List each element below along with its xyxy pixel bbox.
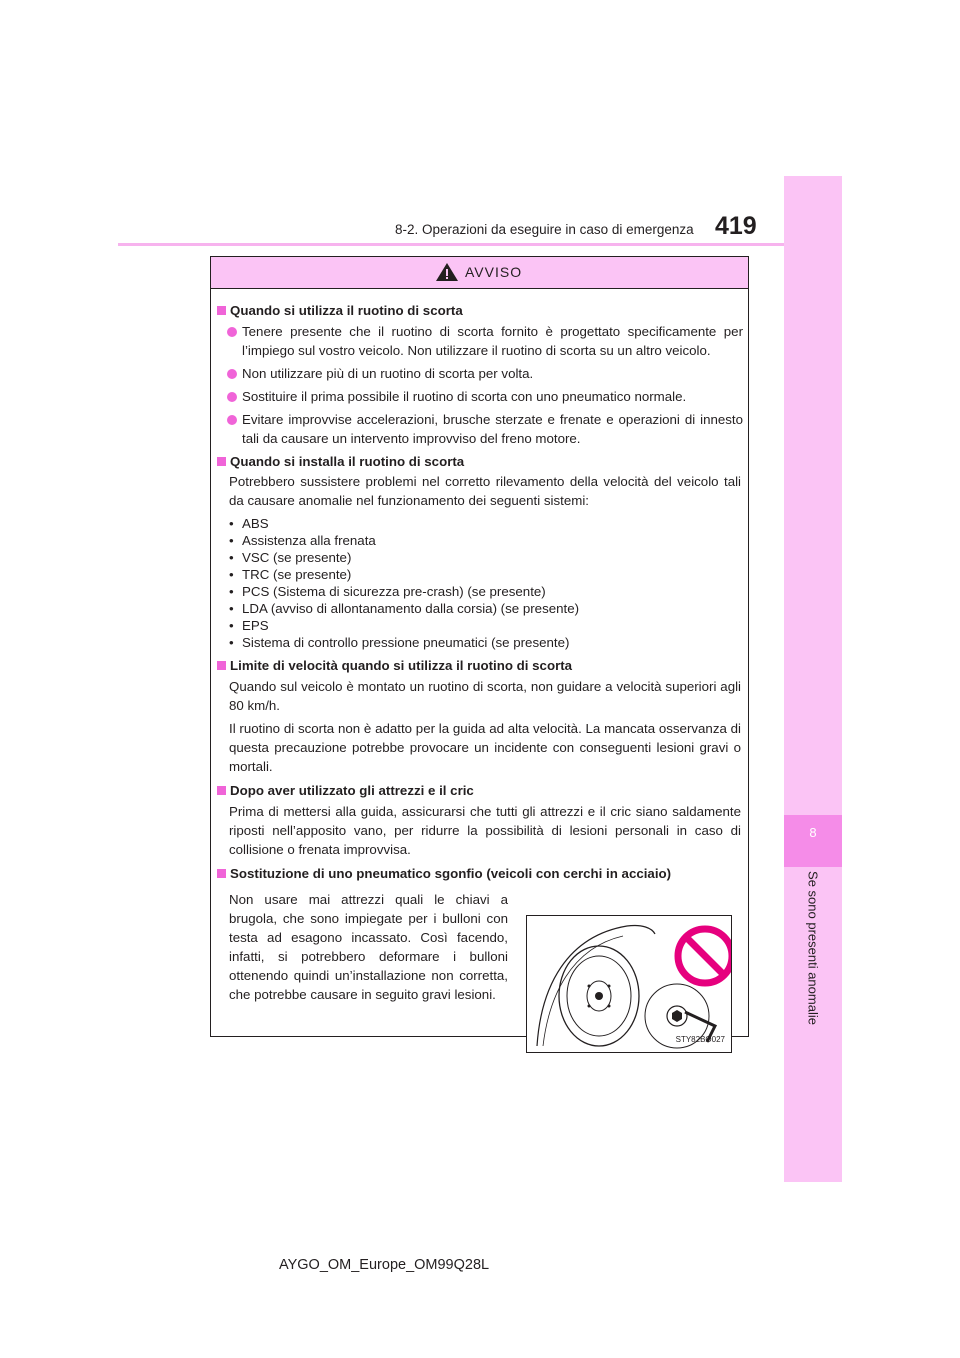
- list-item: • TRC (se presente): [229, 567, 352, 582]
- warning-triangle-icon: [435, 262, 459, 282]
- square-bullet-icon: [217, 306, 226, 315]
- list-item: • ABS: [229, 516, 269, 531]
- square-bullet-icon: [217, 869, 226, 878]
- list-item: • Assistenza alla frenata: [229, 533, 376, 548]
- round-bullet-icon: [227, 392, 237, 402]
- section-title: Sostituzione di uno pneumatico sgonfio (veicoli con cerchi in acciaio): [217, 864, 671, 883]
- list-item: • VSC (se presente): [229, 550, 352, 565]
- bullet-text: Evitare improvvise accelerazioni, brusche sterzate e frenate e operazioni di innesto tali da causare un intervento improvviso del freno motore.: [242, 412, 743, 446]
- figure-code: STY82BO027: [675, 1035, 725, 1044]
- header-section-title: 8-2. Operazioni da eseguire in caso di emergenza: [395, 222, 694, 237]
- list-item: • LDA (avviso di allontanamento dalla corsia) (se presente): [229, 601, 580, 616]
- warning-title: AVVISO: [465, 264, 523, 280]
- chapter-number: 8: [809, 825, 817, 840]
- list-item: • Sistema di controllo pressione pneumatici (se presente): [229, 635, 570, 650]
- bullet-text: Sostituire il prima possibile il ruotino di scorta con uno pneumatico normale.: [242, 389, 687, 404]
- section-title: Limite di velocità quando si utilizza il ruotino di scorta: [217, 656, 572, 675]
- wheel-illustration: [526, 915, 732, 1053]
- bullet-text: Tenere presente che il ruotino di scorta fornito è progettato specificamente per l’impiego sul vostro veicolo. Non utilizzare il ruotino di scorta su un altro veicolo.: [242, 324, 743, 358]
- section-text: Prima di mettersi alla guida, assicurarsi che tutti gli attrezzi e il cric siano saldamente riposti nell’apposito vano, per ridurre la possibilità di lesioni personali in caso di collisione o frenata improvvisa.: [229, 804, 741, 857]
- section-title: Dopo aver utilizzato gli attrezzi e il cric: [217, 781, 474, 800]
- section-title: Quando si installa il ruotino di scorta: [217, 452, 464, 471]
- section-paragraph: Quando sul veicolo è montato un ruotino di scorta, non guidare a velocità superiori agli 80 km/h.: [229, 679, 741, 713]
- warning-box: [210, 256, 749, 1044]
- document-code: AYGO_OM_Europe_OM99Q28L: [279, 1257, 490, 1273]
- square-bullet-icon: [217, 786, 226, 795]
- round-bullet-icon: [227, 369, 237, 379]
- list-item: • PCS (Sistema di sicurezza pre-crash) (se presente): [229, 584, 546, 599]
- section-text: Potrebbero sussistere problemi nel corretto rilevamento della velocità del veicolo tali da causare anomalie nel funzionamento dei seguenti sistemi:: [229, 474, 741, 508]
- page-number: 419: [715, 212, 757, 240]
- chapter-number-tab: [784, 815, 842, 867]
- section-paragraph: Il ruotino di scorta non è adatto per la guida ad alta velocità. La mancata osservanza di questa precauzione potrebbe provocare un incidente con conseguenti lesioni gravi o mortali.: [229, 721, 741, 774]
- section-title: Quando si utilizza il ruotino di scorta: [217, 301, 463, 320]
- header-rule: [118, 243, 784, 246]
- warning-header: [211, 257, 748, 289]
- section-text: Non usare mai attrezzi quali le chiavi a brugola, che sono impiegate per i bulloni con testa ad esagono incassato. Così facendo, infatti, si potrebbero deformare i bulloni ottenendo quindi un’installazione non corretta, che potrebbe causare in seguito gravi lesioni.: [229, 892, 508, 1002]
- square-bullet-icon: [217, 457, 226, 466]
- list-item: • EPS: [229, 618, 269, 633]
- round-bullet-icon: [227, 415, 237, 425]
- round-bullet-icon: [227, 327, 237, 337]
- square-bullet-icon: [217, 661, 226, 670]
- bullet-text: Non utilizzare più di un ruotino di scorta per volta.: [242, 366, 534, 381]
- chapter-side-tab: [784, 176, 842, 1182]
- chapter-title: Se sono presenti anomalie: [805, 871, 821, 1025]
